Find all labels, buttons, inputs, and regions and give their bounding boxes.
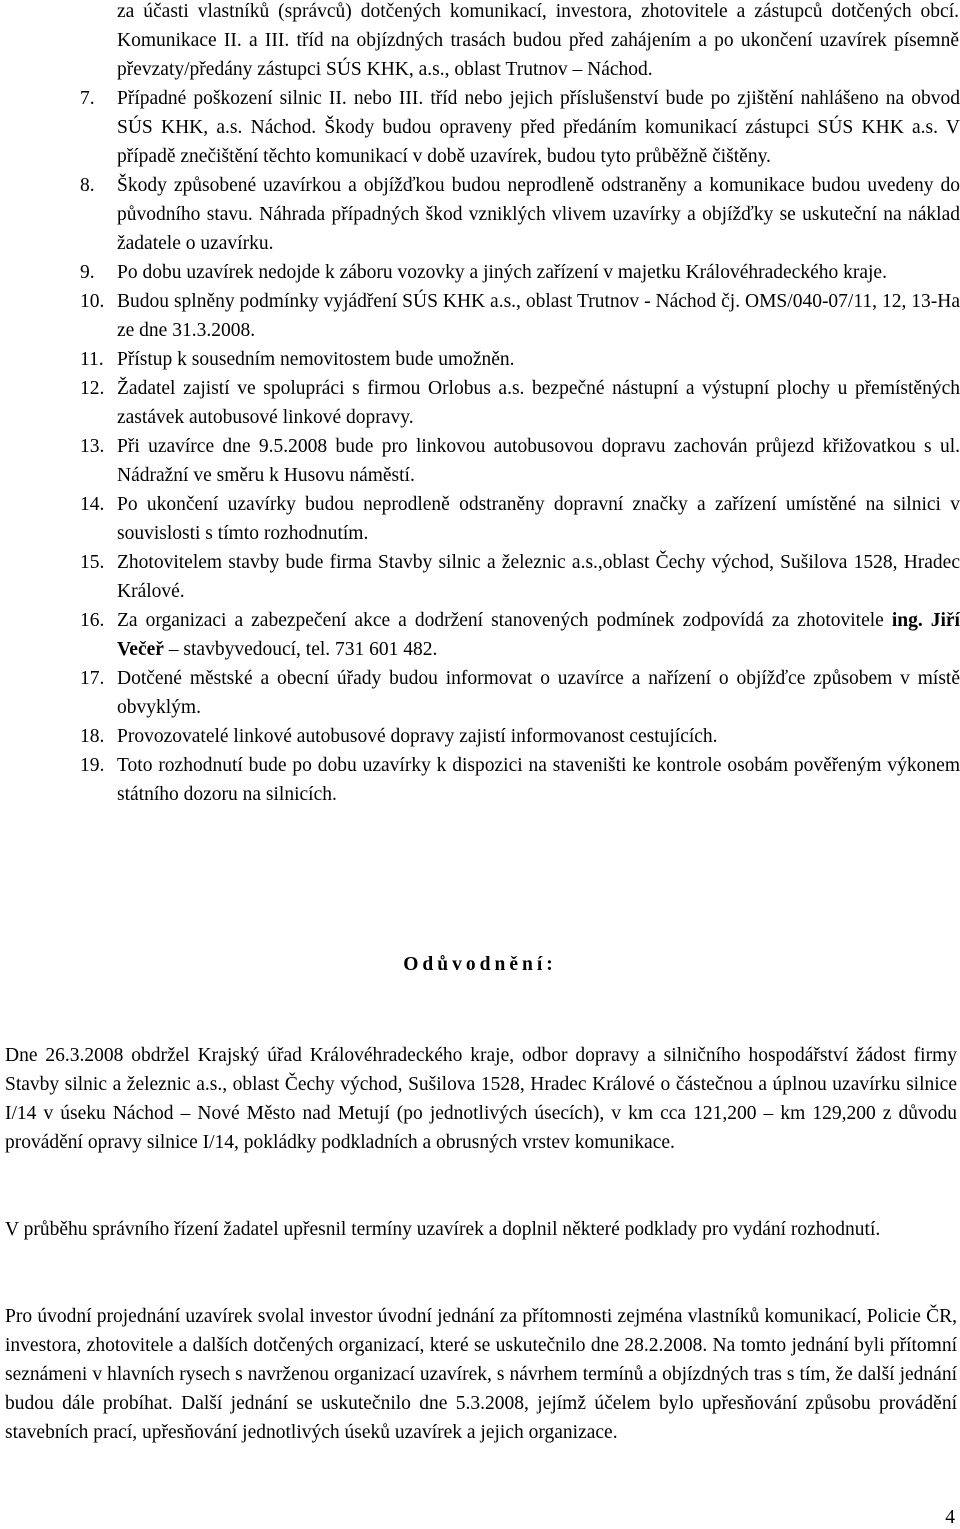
condition-text: Toto rozhodnutí bude po dobu uzavírky k dispozici na staveništi ke kontrole osobám pověřeným výkonem státního dozoru na silnicích.: [117, 755, 960, 805]
page-number: 4: [945, 1507, 955, 1528]
condition-text: Po ukončení uzavírky budou neprodleně odstraněny dopravní značky a zařízení umístěné na silnici v souvislosti s tímto rozhodnutím.: [117, 494, 960, 544]
condition-text: Zhotovitelem stavby bude firma Stavby silnic a železnic a.s.,oblast Čechy východ, Sušilova 1528, Hradec Králové.: [117, 552, 960, 602]
condition-number: 17.: [80, 668, 105, 689]
condition-number: 9.: [80, 262, 95, 283]
condition-item: [80, 490, 960, 548]
condition-number: 11.: [80, 349, 104, 370]
condition-text: Žadatel zajistí ve spolupráci s firmou Orlobus a.s. bezpečné nástupní a výstupní plochy u přemístěných zastávek autobusové linkové dopravy.: [117, 378, 960, 428]
condition-text: Při uzavírce dne 9.5.2008 bude pro linkovou autobusovou dopravu zachován průjezd křižovatkou s ul. Nádražní ve směru k Husovu náměstí.: [117, 436, 960, 486]
condition-item: [80, 84, 960, 171]
condition-text: Provozovatelé linkové autobusové dopravy zajistí informovanost cestujících.: [117, 726, 718, 747]
condition-text: Budou splněny podmínky vyjádření SÚS KHK a.s., oblast Trutnov - Náchod čj. OMS/040-07/11, 12, 13-Ha ze dne 31.3.2008.: [117, 291, 960, 341]
condition-text: Po dobu uzavírek nedojde k záboru vozovky a jiných zařízení v majetku Královéhradeckého kraje.: [117, 262, 887, 283]
reasoning-paragraph: Pro úvodní projednání uzavírek svolal investor úvodní jednání za přítomnosti zejména vlastníků komunikací, Policie ČR, investora, zhotovitele a dalších dotčených organizací, které se uskutečnilo dne 28.2.2008. Na tomto jednání byli přítomní seznámeni v hlavních rysech s navrženou organizací uzavírek, s návrhem termínů a objízdných tras s tím, že další jednání budou dále probíhat. Další jednání se uskutečnilo dne 5.3.2008, jejímž účelem bylo upřesňování způsobu provádění stavebních prací, upřesňování jednotlivých úseků uzavírek a jejich organizace.: [5, 1306, 957, 1443]
reasoning-heading: Odůvodnění:: [403, 954, 557, 975]
condition-number: 10.: [80, 291, 105, 312]
condition-item: [80, 664, 960, 722]
condition-text: Škody způsobené uzavírkou a objížďkou budou neprodleně odstraněny a komunikace budou uvedeny do původního stavu. Náhrada případných škod vzniklých vlivem uzavírky a objížďky se uskuteční na náklad žadatele o uzavírku.: [117, 175, 960, 254]
condition-item: [80, 374, 960, 432]
condition-text: [117, 606, 960, 664]
condition-number: 16.: [80, 610, 105, 631]
condition-item: [80, 258, 960, 287]
condition-item: [80, 171, 960, 258]
condition-item: [80, 722, 960, 751]
condition-item: [80, 751, 960, 809]
condition-text-before: Za organizaci a zabezpečení akce a dodržení stanovených podmínek zodpovídá za zhotovitele: [117, 610, 892, 631]
condition-item: [80, 548, 960, 606]
intro-continuation: za účasti vlastníků (správců) dotčených komunikací, investora, zhotovitele a zástupců dotčených obcí. Komunikace II. a III. tříd na objízdných trasách budou před zahájením a po ukončení uzavírek písemně převzaty/předány zástupci SÚS KHK, a.s., oblast Trutnov – Náchod.: [117, 1, 959, 80]
condition-number: 13.: [80, 436, 105, 457]
condition-text: Přístup k sousedním nemovitostem bude umožněn.: [117, 349, 515, 370]
condition-item: [80, 432, 960, 490]
reasoning-paragraph: V průběhu správního řízení žadatel upřesnil termíny uzavírek a doplnil některé podklady pro vydání rozhodnutí.: [5, 1219, 881, 1240]
condition-item: [80, 345, 960, 374]
condition-number: 12.: [80, 378, 105, 399]
condition-item: [80, 606, 960, 664]
condition-number: 8.: [80, 175, 95, 196]
condition-number: 15.: [80, 552, 105, 573]
condition-number: 18.: [80, 726, 105, 747]
condition-item: [80, 287, 960, 345]
condition-number: 7.: [80, 88, 95, 109]
reasoning-paragraph: Dne 26.3.2008 obdržel Krajský úřad Královéhradeckého kraje, odbor dopravy a silničního hospodářství žádost firmy Stavby silnic a železnic a.s., oblast Čechy východ, Sušilova 1528, Hradec Králové o částečnou a úplnou uzavírku silnice I/14 v úseku Náchod – Nové Město nad Metují (po jednotlivých úsecích), v km cca 121,200 – km 129,200 z důvodu provádění opravy silnice I/14, pokládky podkladních a obrusných vrstev komunikace.: [5, 1045, 957, 1153]
condition-number: 14.: [80, 494, 105, 515]
condition-text-after: – stavbyvedoucí, tel. 731 601 482.: [163, 639, 438, 660]
condition-text: Případné poškození silnic II. nebo III. tříd nebo jejich příslušenství bude po zjištění nahlášeno na obvod SÚS KHK, a.s. Náchod. Škody budou opraveny před předáním komunikací zástupci SÚS KHK a.s. V případě znečištění těchto komunikací v době uzavírek, budou tyto průběžně čištěny.: [117, 88, 960, 167]
condition-number: 19.: [80, 755, 105, 776]
condition-text: Dotčené městské a obecní úřady budou informovat o uzavírce a nařízení o objížďce způsobem v místě obvyklým.: [117, 668, 960, 718]
conditions-list: [80, 84, 960, 809]
contact-person-name: ing. Jiří Večeř: [117, 610, 960, 660]
